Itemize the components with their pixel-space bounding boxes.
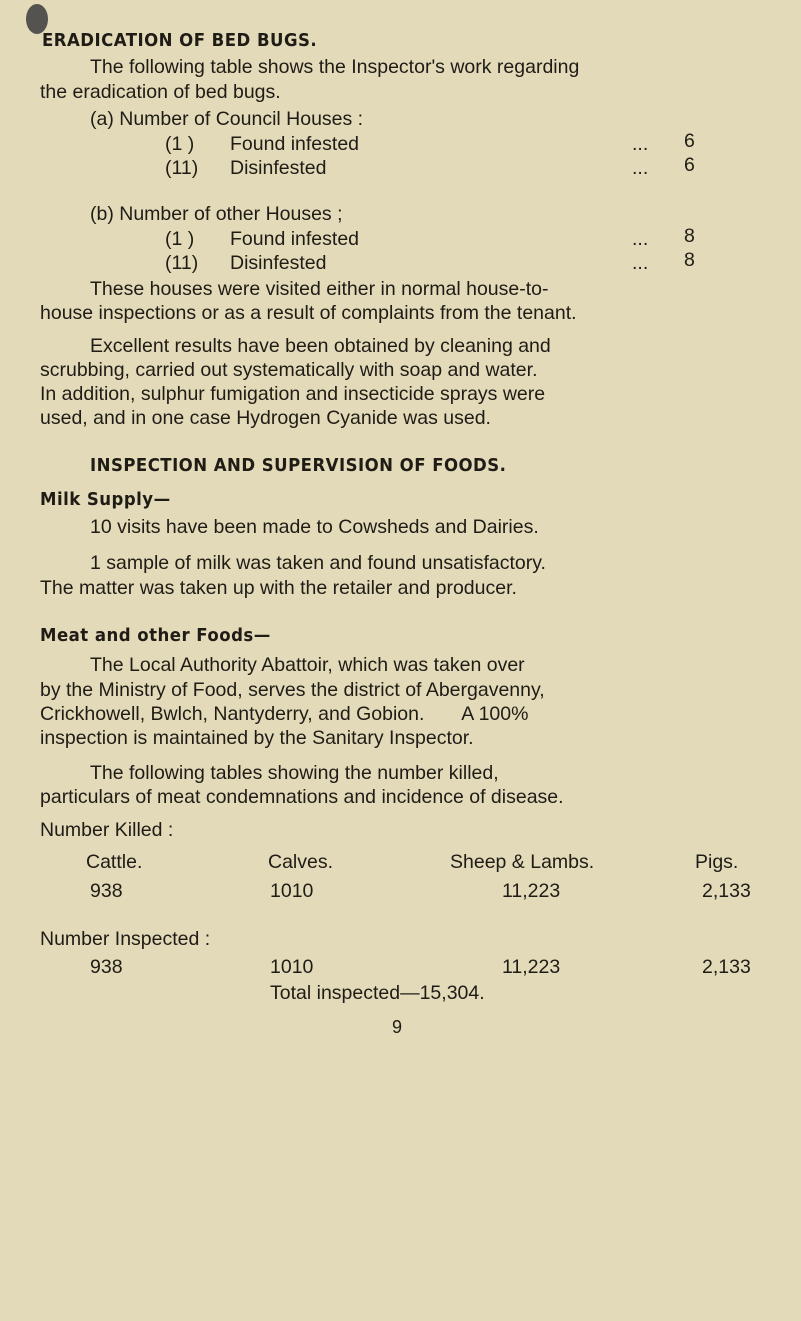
column-header: Pigs. — [695, 851, 739, 873]
row-num: (11) — [165, 252, 199, 274]
text: 10 visits have been made to Cowsheds and Dairies. — [90, 516, 539, 538]
foods-heading: INSPECTION AND SUPERVISION OF FOODS. — [90, 455, 507, 476]
row-num: (11) — [165, 157, 199, 179]
text: particulars of meat condemnations and incidence of disease. — [40, 786, 564, 808]
cell: 1010 — [270, 880, 314, 902]
column-header: Cattle. — [86, 851, 143, 873]
text: 1 sample of milk was taken and found unsatisfactory. — [90, 552, 546, 574]
cell: 938 — [90, 956, 123, 978]
row-label: Disinfested — [230, 252, 327, 274]
leader-dots: ... — [632, 133, 649, 155]
page-number: 9 — [392, 1017, 403, 1037]
row-value: 8 — [684, 249, 695, 271]
total-inspected: Total inspected—15,304. — [270, 982, 485, 1004]
row-value: 6 — [684, 154, 695, 176]
row-label: Found infested — [230, 228, 360, 250]
text: The following tables showing the number killed, — [90, 762, 499, 784]
text: house inspections or as a result of complaints from the tenant. — [40, 302, 577, 324]
row-label: Found infested — [230, 133, 360, 155]
row-label: Disinfested — [230, 157, 327, 179]
text: used, and in one case Hydrogen Cyanide was used. — [40, 407, 491, 429]
text: inspection is maintained by the Sanitary Inspector. — [40, 727, 474, 749]
text: The Local Authority Abattoir, which was taken over — [90, 654, 525, 676]
cell: 1010 — [270, 956, 314, 978]
subheading: (b) Number of other Houses ; — [90, 203, 343, 225]
text: scrubbing, carried out systematically with soap and water. — [40, 359, 538, 381]
text: the eradication of bed bugs. — [40, 81, 281, 103]
leader-dots: ... — [632, 228, 649, 250]
leader-dots: ... — [632, 157, 649, 179]
inspected-label: Number Inspected : — [40, 928, 211, 950]
row-num: (1 ) — [165, 228, 195, 250]
text: These houses were visited either in normal house-to- — [90, 278, 549, 300]
milk-heading: Milk Supply— — [40, 489, 171, 510]
leader-dots: ... — [632, 252, 649, 274]
cell: 2,133 — [702, 956, 751, 978]
text: The following table shows the Inspector's work regarding — [90, 56, 580, 78]
column-header: Sheep & Lambs. — [450, 851, 595, 873]
text: In addition, sulphur fumigation and insecticide sprays were — [40, 383, 546, 405]
text: The matter was taken up with the retailer and producer. — [40, 577, 517, 599]
cell: 938 — [90, 880, 123, 902]
text: by the Ministry of Food, serves the district of Abergavenny, — [40, 679, 545, 701]
row-num: (1 ) — [165, 133, 195, 155]
row-value: 8 — [684, 225, 695, 247]
meat-heading: Meat and other Foods— — [40, 625, 271, 646]
killed-label: Number Killed : — [40, 819, 174, 841]
subheading: (a) Number of Council Houses : — [90, 108, 364, 130]
bedbugs-heading: ERADICATION OF BED BUGS. — [42, 30, 318, 51]
text: Crickhowell, Bwlch, Nantyderry, and Gobion. A 100% — [40, 703, 529, 725]
cell: 2,133 — [702, 880, 751, 902]
column-header: Calves. — [268, 851, 334, 873]
row-value: 6 — [684, 130, 695, 152]
cell: 11,223 — [502, 880, 561, 902]
cell: 11,223 — [502, 956, 561, 978]
text: Excellent results have been obtained by cleaning and — [90, 335, 551, 357]
